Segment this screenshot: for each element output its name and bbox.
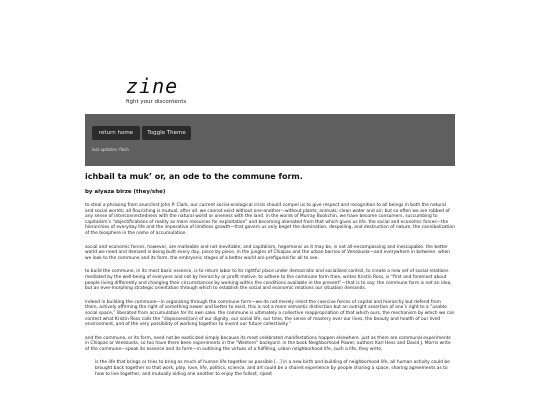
article-paragraph: social and economic forces, however, are malleable and not inevitable; and capitalism, hegemonic as it may be, is not all-encompassing and inescapable. the better world we need and demand is being built every day, piece by piece, in the jungles of Chiapas and the urban barrios of Venezuela—and everywhere in between. when we look to the commune and its form, the embryonic stages of a better world are prefigured for all to see. — [85, 244, 450, 261]
article-byline: by alyaza birze (they/she) — [85, 189, 166, 195]
site-tagline: fight your discontents — [126, 99, 187, 105]
article-blockquote: is the life that brings or tries to bring as much of human life together as possible [...] in a new birth and building of neighborhood life, all human activity could be brought back together so that work, play, love, life, politics, science, and art could be a shared experience by people sharing a space, sharing agreements as to how to live together, and mutually aiding one another to enjoy the fullest, ripest — [95, 360, 450, 377]
site-title[interactable]: zine — [126, 74, 179, 98]
article-paragraph: to build the commune, in its most basic essence, is to return labor to its rightful place under democratic and socialized control, to create a new set of social relations mediated by the well-being of everyone and not by hierarchy or profit motive. to adhere to the commune form then, writes Kristin Ross, is “first and foremost about people living differently and changing their circumstances by working within the conditions available in the present”—that is to say: the commune form is not an idea, but an ever-morphing strategic orientation through which to establish the social and economic relations our situation demands. — [85, 269, 452, 292]
return-home-button[interactable]: return home — [92, 126, 140, 140]
article-title: ichbail ta muk’ or, an ode to the commune form. — [85, 172, 303, 181]
article — [85, 172, 455, 377]
panel-note: last updates: flash — [92, 147, 129, 152]
article-paragraph: indeed in building the commune—in organizing through the commune form—we do not merely resist the coercive forces of capital and hierarchy but defend from them, actively affirming the right of something newer and better to exist. this is not a mere semantic distinction but an outright assertion of one’s right to a “usable social space,” liberated from accumulation for its own sake. the commune is ultimately a collective reappropriation of that which ours, the mechanism by which we can contest what Kristin Ross calls the “dispossess[ion] of our dignity, our social life, our time, the sense of mastery over our lives, the beauty and health of our lived environment, and of the very possibility of working together to invent our future collectively.” — [85, 299, 455, 328]
article-paragraph: and the commune, or its form, need not be exoticized simply because its most celebrated manifestations happen elsewhere. just as there are communal experiments in Chiapas or Venezuela, so too have there been experiments in the “Western” backyard. in the book Neighborhood Power, authors Karl Hess and David J. Morris write of the commune—speak its essence and its form—in outlining the virtues of a fulfilling, urban neighborhood life, such a life, they write, — [85, 335, 451, 352]
article-paragraph: to steal a phrasing from anarchist John P. Clark, our current social-ecological crisis should compel us to give respect and recognition to all beings in both the natural and social worlds; all flourishing is mutual, after all. we cannot exist without one-another—without plants; animals; clean water and air; but so often we are robbed of any sense of interconnectedness with the natural world or oneness with the land. in the words of Murray Bookchin, we have become consumers, succumbing to capitalism’s “objectifications of reality as mere resources for exploitation” and becoming alienated from that which gives us life. the social and economic forces—the hierarchies of everyday life and the imperative of limitless growth—that govern us only beget the domination, despoiling, and destruction of nature, the cannibalization of the biosphere in the name of accumulation. — [85, 203, 455, 236]
site-header — [126, 76, 186, 105]
nav-panel — [85, 114, 455, 166]
toggle-theme-button[interactable]: Toggle Theme — [142, 126, 191, 140]
